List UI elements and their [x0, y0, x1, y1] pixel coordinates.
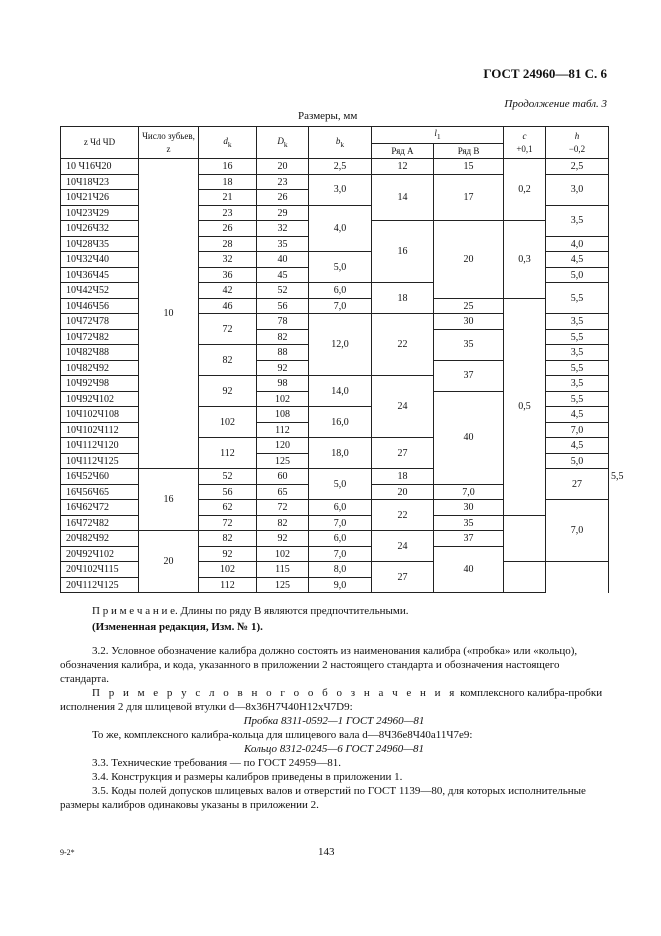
header-bk: $b_k$ — [309, 127, 372, 159]
cell-Dk: 82 — [257, 515, 309, 531]
cell-designation: 10Ч112Ч125 — [61, 453, 139, 469]
cell-dk: 82 — [199, 531, 257, 547]
cell-designation: 10Ч32Ч40 — [61, 252, 139, 268]
cell-dk: 62 — [199, 500, 257, 516]
cell-Dk: 98 — [257, 376, 309, 392]
paragraph-3-5: 3.5. Коды полей допусков шлицевых валов и отверстий по ГОСТ 1139—80, для которых исполнительные размеры калибров одинаковы указаны в приложении 2. — [60, 785, 586, 811]
cell-dk: 56 — [199, 484, 257, 500]
cell-designation: 10Ч112Ч120 — [61, 438, 139, 454]
cell-h: 4,5 — [546, 252, 609, 268]
example-ring: Кольцо 8312-0245—6 ГОСТ 24960—81 — [243, 743, 425, 755]
footer-mark: 9-2* — [60, 848, 75, 857]
cell-row-b: 30 — [434, 500, 504, 516]
example-same: То же, комплексного калибра-кольца для шлицевого вала d—8Ч36е8Ч40а11Ч7е9: — [92, 729, 473, 741]
cell-row-a: 18 — [372, 283, 434, 314]
cell-designation: 10Ч92Ч98 — [61, 376, 139, 392]
cell-teeth: 20 — [139, 531, 199, 593]
cell-Dk: 112 — [257, 422, 309, 438]
cell-h: 5,5 — [546, 329, 609, 345]
cell-row-a: 24 — [372, 376, 434, 438]
cell-h: 3,5 — [546, 345, 609, 361]
cell-dk: 82 — [199, 345, 257, 376]
header-designation: z Чd ЧD — [61, 127, 139, 159]
cell-designation: 10Ч21Ч26 — [61, 190, 139, 206]
cell-Dk: 60 — [257, 469, 309, 485]
cell-designation: 10Ч102Ч112 — [61, 422, 139, 438]
cell-row-b: 37 — [434, 531, 504, 547]
cell-Dk: 115 — [257, 562, 309, 578]
cell-Dk: 120 — [257, 438, 309, 454]
cell-bk: 3,0 — [309, 174, 372, 205]
cell-Dk: 102 — [257, 391, 309, 407]
cell-Dk: 65 — [257, 484, 309, 500]
cell-designation: 20Ч112Ч125 — [61, 577, 139, 593]
cell-row-a: 24 — [372, 531, 434, 562]
cell-dk: 52 — [199, 469, 257, 485]
cell-h: 5,5 — [546, 360, 609, 376]
cell-bk: 7,0 — [309, 546, 372, 562]
cell-row-b: 20 — [434, 221, 504, 299]
cell-designation: 10Ч82Ч92 — [61, 360, 139, 376]
cell-row-a: 18 — [372, 469, 434, 485]
cell-designation: 10Ч18Ч23 — [61, 174, 139, 190]
cell-h: 7,0 — [546, 500, 609, 562]
cell-bk: 5,0 — [309, 252, 372, 283]
cell-c: 0,2 — [504, 159, 546, 221]
cell-dk: 28 — [199, 236, 257, 252]
cell-Dk: 56 — [257, 298, 309, 314]
page-number: 143 — [318, 846, 335, 858]
cell-designation: 10Ч82Ч88 — [61, 345, 139, 361]
cell-Dk: 102 — [257, 546, 309, 562]
cell-dk: 112 — [199, 438, 257, 469]
units-label: Размеры, мм — [298, 110, 358, 122]
paragraph-3-4: 3.4. Конструкция и размеры калибров приведены в приложении 1. — [92, 771, 403, 783]
cell-teeth: 10 — [139, 159, 199, 469]
cell-row-b: 27 — [546, 469, 609, 500]
cell-Dk: 52 — [257, 283, 309, 299]
cell-row-b: 30 — [434, 314, 504, 330]
cell-Dk: 78 — [257, 314, 309, 330]
cell-row-b: 35 — [434, 515, 504, 531]
cell-h: 4,0 — [546, 236, 609, 252]
header-Dk: $D_k$ — [257, 127, 309, 159]
cell-c: 0,5 — [504, 298, 546, 515]
cell-h: 5,0 — [546, 453, 609, 469]
cell-designation: 16Ч56Ч65 — [61, 484, 139, 500]
cell-dk: 102 — [199, 407, 257, 438]
cell-designation: 10Ч28Ч35 — [61, 236, 139, 252]
cell-bk: 18,0 — [309, 438, 372, 469]
cell-row-a: 27 — [372, 562, 434, 593]
cell-Dk: 29 — [257, 205, 309, 221]
cell-row-a: 22 — [372, 314, 434, 376]
cell-bk: 7,0 — [309, 298, 372, 314]
cell-h: 3,5 — [546, 314, 609, 330]
cell-bk: 8,0 — [309, 562, 372, 578]
cell-dk: 72 — [199, 314, 257, 345]
cell-row-a: 16 — [372, 221, 434, 283]
cell-row-a: 27 — [372, 438, 434, 469]
cell-row-b: 40 — [434, 546, 504, 593]
cell-c: 0,3 — [504, 221, 546, 299]
cell-Dk: 26 — [257, 190, 309, 206]
header-l1: $l_1$ — [372, 127, 504, 144]
cell-Dk: 82 — [257, 329, 309, 345]
cell-Dk: 125 — [257, 453, 309, 469]
cell-row-a: 22 — [372, 500, 434, 531]
cell-Dk: 125 — [257, 577, 309, 593]
cell-row-a: 20 — [372, 484, 434, 500]
cell-dk: 18 — [199, 174, 257, 190]
cell-h: 4,5 — [546, 438, 609, 454]
cell-bk: 5,0 — [309, 469, 372, 500]
cell-Dk: 35 — [257, 236, 309, 252]
cell-dk: 46 — [199, 298, 257, 314]
cell-Dk: 92 — [257, 360, 309, 376]
paragraph-3-3: 3.3. Технические требования — по ГОСТ 24959—81. — [92, 757, 342, 769]
cell-designation: 10Ч23Ч29 — [61, 205, 139, 221]
cell-teeth: 16 — [139, 469, 199, 531]
cell-dk: 92 — [199, 546, 257, 562]
cell-designation: 10 Ч16Ч20 — [61, 159, 139, 175]
cell-row-a: 14 — [372, 174, 434, 221]
cell-Dk: 92 — [257, 531, 309, 547]
header-row-a: Ряд А — [372, 143, 434, 159]
cell-bk: 6,0 — [309, 283, 372, 299]
cell-dk: 26 — [199, 221, 257, 237]
example-plug: Пробка 8311-0592—1 ГОСТ 24960—81 — [243, 715, 425, 727]
cell-dk: 92 — [199, 376, 257, 407]
cell-designation: 16Ч52Ч60 — [61, 469, 139, 485]
cell-Dk: 20 — [257, 159, 309, 175]
cell-dk: 36 — [199, 267, 257, 283]
amendment-note: (Измененная редакция, Изм. № 1). — [92, 621, 263, 633]
cell-Dk: 72 — [257, 500, 309, 516]
cell-row-b: 37 — [434, 360, 504, 391]
cell-designation: 10Ч36Ч45 — [61, 267, 139, 283]
cell-dk: 32 — [199, 252, 257, 268]
note: П р и м е ч а н и е. Длины по ряду В являются предпочтительными. — [92, 605, 409, 617]
cell-h: 3,0 — [546, 174, 609, 205]
cell-bk: 6,0 — [309, 500, 372, 516]
cell-designation: 10Ч42Ч52 — [61, 283, 139, 299]
header-h: h −0,2 — [546, 127, 609, 159]
cell-dk: 23 — [199, 205, 257, 221]
cell-row-b: 15 — [434, 159, 504, 175]
cell-bk: 12,0 — [309, 314, 372, 376]
cell-row-b: 25 — [434, 298, 504, 314]
cell-bk: 6,0 — [309, 531, 372, 547]
header-c: c +0,1 — [504, 127, 546, 159]
notes-section — [60, 604, 608, 812]
cell-h: 5,5 — [546, 391, 609, 407]
paragraph-3-2: 3.2. Условное обозначение калибра должно состоять из наименования калибра («пробка» или «кольцо), обозначения калибра, и кода, указанного в приложении 2 настоящего стандарта и обозначения настоящего стандарта. — [60, 645, 578, 685]
cell-designation: 20Ч82Ч92 — [61, 531, 139, 547]
cell-row-b: 17 — [434, 174, 504, 221]
cell-Dk: 45 — [257, 267, 309, 283]
cell-bk: 7,0 — [309, 515, 372, 531]
cell-h: 7,0 — [434, 484, 504, 500]
cell-bk: 14,0 — [309, 376, 372, 407]
cell-designation: 10Ч72Ч78 — [61, 314, 139, 330]
cell-bk: 4,0 — [309, 205, 372, 252]
cell-bk: 16,0 — [309, 407, 372, 438]
cell-Dk: 40 — [257, 252, 309, 268]
cell-h: 5,0 — [546, 267, 609, 283]
header-teeth: Число зубьев, z — [139, 127, 199, 159]
cell-Dk: 32 — [257, 221, 309, 237]
header-dk: $d_k$ — [199, 127, 257, 159]
cell-h: 2,5 — [546, 159, 609, 175]
dimensions-table: z Чd ЧD Число зубьев, z $d_k$ $D_k$ $b_k$ $l_1$ c +0,1 h −0,2 Ряд А Ряд В 10 Ч16Ч20 10 16 20 2,5 12 15 0,2 2,5 10Ч18Ч23 18 23 3,0 14 17 3,0 10Ч21Ч26 21 26 10Ч23Ч29 23 29 4,0 3,5 10Ч26Ч32 26 32 16 20 0,3 10Ч28Ч35 28 35 4,0 10Ч32Ч40 32 40 5,0 4,5 10Ч36Ч45 36 45 5,0 10Ч42Ч52 42 52 6,0 18 5,5 10Ч46Ч56 46 56 7,0 25 0,5 10Ч72Ч78 72 78 12,0 22 30 3,5 10Ч72Ч82 82 35 5,5 10Ч82Ч88 82 88 3,5 10Ч82Ч92 92 37 5,5 10Ч92Ч98 92 98 14,0 24 3,5 10Ч92Ч102 102 40 5,5 10Ч102Ч108 102 108 16,0 4,5 10Ч102Ч112 112 7,0 10Ч112Ч120 112 120 18,0 27 4,5 10Ч112Ч125 125 5,0 16Ч52Ч60 16 52 60 5,0 18 27 5,5 16Ч56Ч65 56 65 20 7,0 16Ч62Ч72 62 72 6,0 22 30 7,0 16Ч72Ч82 72 82 7,0 35 20Ч82Ч92 20 82 92 6,0 24 37 20Ч92Ч102 92 102 7,0 40 20Ч102Ч115 102 115 8,0 27 20Ч112Ч125 112 125 9,0 — [60, 126, 609, 593]
cell-designation: 10Ч102Ч108 — [61, 407, 139, 423]
cell-designation: 10Ч72Ч82 — [61, 329, 139, 345]
cell-dk: 16 — [199, 159, 257, 175]
cell-designation: 10Ч92Ч102 — [61, 391, 139, 407]
cell-row-b: 40 — [434, 391, 504, 484]
cell-bk: 9,0 — [309, 577, 372, 593]
cell-Dk: 23 — [257, 174, 309, 190]
cell-designation: 20Ч102Ч115 — [61, 562, 139, 578]
example-paragraph: П р и м е р у с л о в н о г о о б о з н а ч е н и я комплексного калибра-пробки исполнения 2 для шлицевой втулки d—8х36Н7Ч40Н12хЧ7D9: — [60, 687, 603, 713]
cell-dk: 42 — [199, 283, 257, 299]
cell-h: 3,5 — [546, 205, 609, 236]
cell-dk: 102 — [199, 562, 257, 578]
cell-dk: 72 — [199, 515, 257, 531]
cell-designation: 20Ч92Ч102 — [61, 546, 139, 562]
cell-designation: 10Ч46Ч56 — [61, 298, 139, 314]
cell-row-b: 35 — [434, 329, 504, 360]
cell-Dk: 108 — [257, 407, 309, 423]
cell-row-a: 12 — [372, 159, 434, 175]
cell-h — [504, 562, 546, 593]
cell-bk: 2,5 — [309, 159, 372, 175]
cell-h: 5,5 — [546, 283, 609, 314]
cell-designation: 10Ч26Ч32 — [61, 221, 139, 237]
cell-h: 3,5 — [546, 376, 609, 392]
cell-h: 4,5 — [546, 407, 609, 423]
cell-Dk: 88 — [257, 345, 309, 361]
table-continuation: Продолжение табл. 3 — [504, 98, 607, 110]
page-header: ГОСТ 24960—81 С. 6 — [483, 66, 607, 81]
cell-h: 7,0 — [546, 422, 609, 438]
cell-designation: 16Ч72Ч82 — [61, 515, 139, 531]
cell-dk: 112 — [199, 577, 257, 593]
cell-dk: 21 — [199, 190, 257, 206]
header-row-b: Ряд В — [434, 143, 504, 159]
cell-designation: 16Ч62Ч72 — [61, 500, 139, 516]
